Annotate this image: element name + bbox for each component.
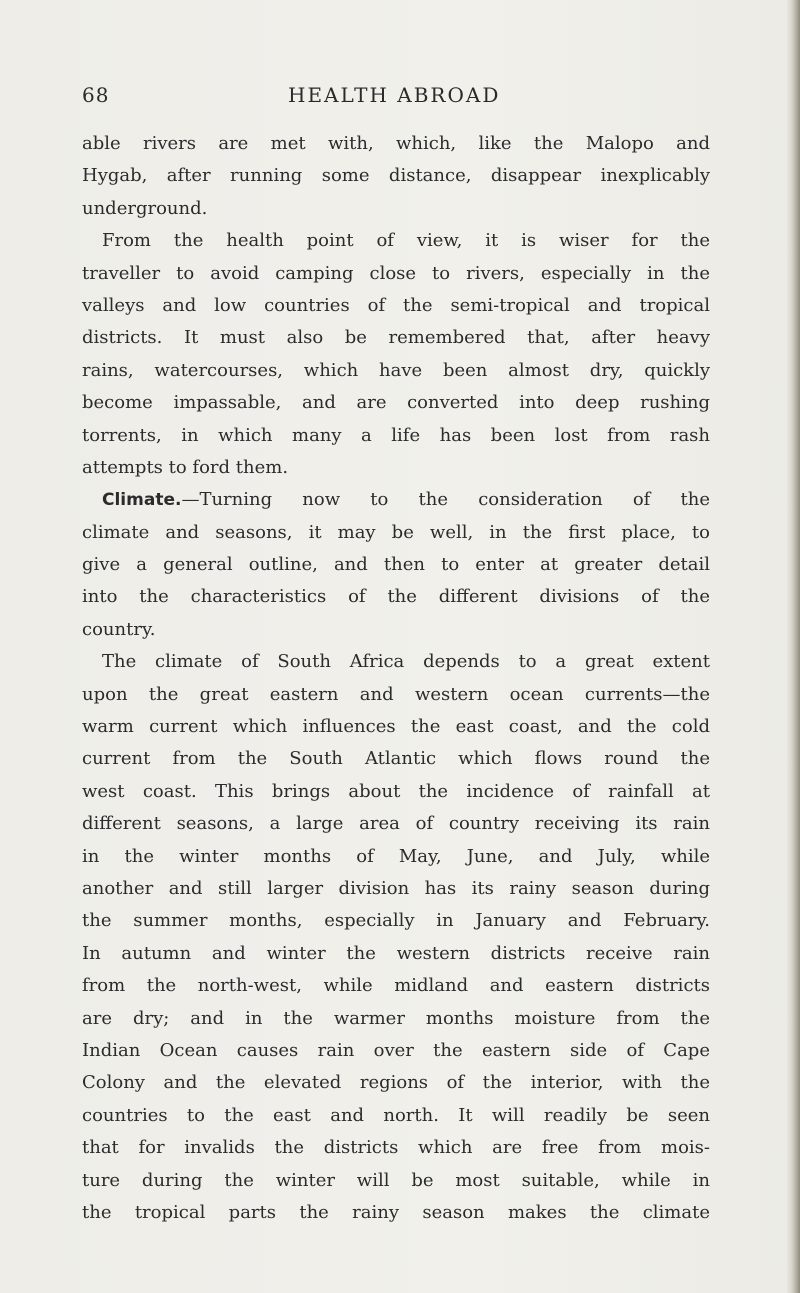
text-line: Hygab, after running some distance, disappear inexplicably [82,165,710,187]
text-line: Colony and the elevated regions of the interior, with the [82,1072,710,1094]
page-edge-shadow [786,0,800,1293]
page-number: 68 [82,83,110,107]
section-heading: Climate. [102,490,182,511]
text-line: In autumn and winter the western districts receive rain [82,942,710,964]
text-line: able rivers are met with, which, like the Malopo and [82,133,710,154]
text-line: the tropical parts the rainy season makes the climate [82,1201,710,1223]
page-header [0,83,800,113]
text-line: torrents, in which many a life has been lost from rash [82,424,710,446]
text-line: from the north-west, while midland and eastern districts [82,975,710,997]
text-line: districts. It must also be remembered that, after heavy [82,327,710,349]
text-line: traveller to avoid camping close to rivers, especially in the [82,262,710,284]
body-text [82,128,710,1229]
text-line: upon the great eastern and western ocean currents—the [82,683,710,705]
text-line: country. [82,618,156,640]
text-line: Indian Ocean causes rain over the eastern side of Cape [82,1039,710,1061]
text-line: into the characteristics of the different divisions of the [82,586,710,608]
text-line: that for invalids the districts which are free from mois- [82,1137,710,1159]
section-heading-continuation: —Turning now to the consideration of the [181,489,710,511]
paragraph-start-line: From the health point of view, it is wiser for the [102,230,710,252]
text-line: another and still larger division has its rainy season during [82,877,710,899]
text-line: become impassable, and are converted into deep rushing [82,392,710,414]
text-line: current from the South Atlantic which flows round the [82,748,710,770]
section-heading-line [82,484,710,516]
text-line: in the winter months of May, June, and July, while [82,845,710,867]
text-line: countries to the east and north. It will readily be seen [82,1104,710,1126]
text-line: give a general outline, and then to enter at greater detail [82,554,710,576]
running-head: HEALTH ABROAD [288,83,501,107]
text-line: different seasons, a large area of country receiving its rain [82,813,710,835]
text-line: underground. [82,197,208,219]
text-line: west coast. This brings about the incidence of rainfall at [82,780,710,802]
text-line: warm current which influences the east coast, and the cold [82,716,710,738]
text-line: ture during the winter will be most suitable, while in [82,1169,710,1191]
text-line: valleys and low countries of the semi-tropical and tropical [82,294,710,316]
paragraph-start-line: The climate of South Africa depends to a great extent [102,651,710,673]
text-line: climate and seasons, it may be well, in the first place, to [82,521,710,543]
text-line: rains, watercourses, which have been almost dry, quickly [82,359,710,381]
text-line: attempts to ford them. [82,456,289,478]
text-line: the summer months, especially in January and February. [82,910,710,932]
text-line: are dry; and in the warmer months moisture from the [82,1007,710,1029]
